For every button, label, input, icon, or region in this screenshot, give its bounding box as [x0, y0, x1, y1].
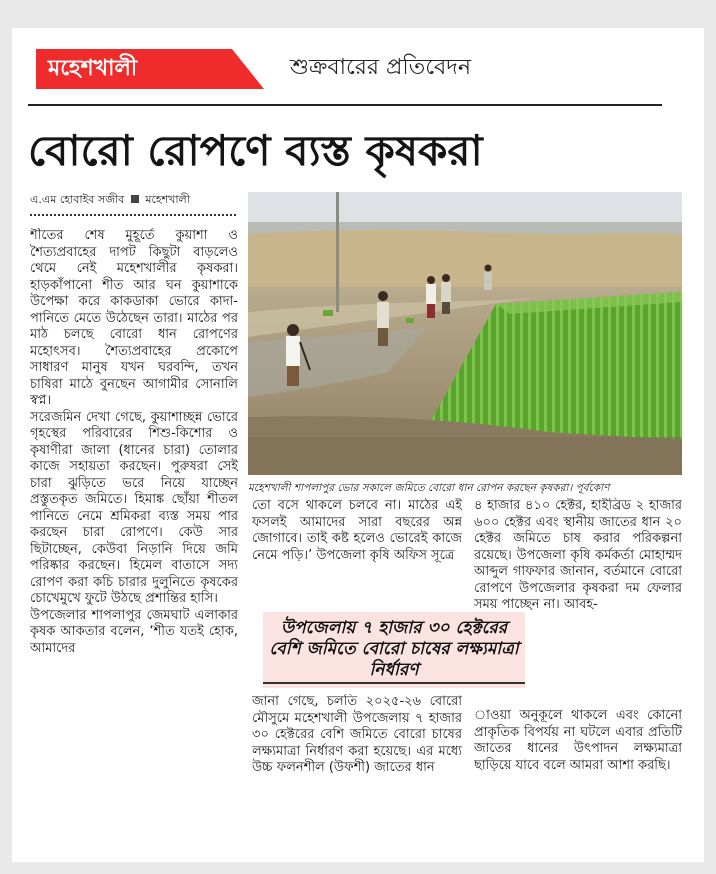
section-title: শুক্রবারের প্রতিবেদন [290, 55, 471, 80]
byline-author: এ.এম হোবাইব সজীব [30, 193, 125, 206]
byline-place: মহেশখালী [145, 193, 190, 206]
article-paragraph: তো বসে থাকলে চলবে না। মাঠের এই ফসলই আমাদের সারা বছরের অন্ন জোগাবে। তাই কষ্ট হলেও ভোরেই কাজে নেমে পড়ি।’ উপজেলা কৃষি অফিস সূত্রে [252, 498, 462, 563]
byline-divider [30, 214, 236, 216]
section-divider [28, 104, 662, 106]
photo-caption [248, 480, 682, 496]
article-paragraph: সরেজমিন দেখা গেছে, কুয়াশাচ্ছন্ন ভোরে গৃহস্থের পরিবারের শিশু-কিশোর ও কৃষাণীরা জালা (ধানের চারা) তোলার কাজে সহায়তা করছেন। পুরুষরা সেই চারা ঝুড়িতে ভরে নিয়ে যাচ্ছেন প্রস্তুতকৃত জমিতে। হিমাঙ্ক ছোঁয়া শীতল পানিতে নেমে শ্রমিকরা ব্যস্ত সময় পার করছেন চারা রোপণে। কেউ সার ছিটাচ্ছেন, কেউবা নিড়ানি দিয়ে জমি পরিষ্কার করছেন। হিমেল বাতাসে সদ্য রোপণ করা কচি চারার দুলুনিতে কৃষকের চোখেমুখে ফুটে উঠছে প্রশান্তির হাসি। [30, 409, 238, 606]
article-column-2-top [252, 498, 462, 610]
paddy-field-illustration [248, 192, 682, 475]
byline [30, 192, 236, 208]
article-column-3-bottom [474, 708, 682, 838]
location-tag-label: মহেশখালী [48, 56, 138, 81]
article-paragraph: উপজেলার শাপলাপুর জেমঘাট এলাকার কৃষক আকতার বলেন, ‘শীত যতই হোক, আমাদের [30, 607, 238, 656]
news-photo [248, 192, 682, 475]
article-column-1 [30, 228, 238, 838]
article-paragraph: াওয়া অনুকূলে থাকলে এবং কোনো প্রাকৃতিক বিপর্যয় না ঘটলে এবার প্রতিটি জাতের ধানের উৎপাদন লক্ষ্যমাত্রা ছাড়িয়ে যাবে বলে আমরা আশা করছি। [474, 708, 682, 773]
pull-quote-text: উপজেলায় ৭ হাজার ৩০ হেক্টরের বেশি জমিতে বোরো চাষের লক্ষ্যমাত্রা নির্ধারণ [269, 618, 519, 680]
article-paragraph: জানা গেছে, চলতি ২০২৫-২৬ বোরো মৌসুমে মহেশখালী উপজেলায় ৭ হাজার ৩০ হেক্টরের বেশি জমিতে বোরো চাষের লক্ষ্যমাত্রা নির্ধারণ করা হয়েছে। এর মধ্যে উচ্চ ফলনশীল (উফশী) জাতের ধান [252, 694, 462, 775]
photo-caption-text: মহেশখালী শাপলাপুর ভোর সকালে জমিতে বোরো ধান রোপন করছেন কৃষকরা। [248, 482, 573, 494]
article-paragraph: শীতের শেষ মুহূর্তে কুয়াশা ও শৈত্যপ্রবাহের দাপট কিছুটা বাড়লেও থেমে নেই মহেশখালীর কৃষকরা। হাড়কাঁপানো শীত আর ঘন কুয়াশাকে উপেক্ষা করে কাকডাকা ভোরে কাদা-পানিতে মেতে উঠেছেন তারা। মাঠের পর মাঠ চলছে বোরো ধান রোপণের মহোৎসব। শৈত্যপ্রবাহের প্রকোপে সাধারণ মানুষ যখন ঘরবন্দি, তখন চাষিরা মাঠে বুনছেন আগামীর সোনালি স্বপ্ন। [30, 228, 238, 408]
headline: বোরো রোপণে ব্যস্ত কৃষকরা [28, 126, 483, 175]
article-paragraph: ৪ হাজার ৪১০ হেক্টর, হাইব্রিড ২ হাজার ৬০০ হেক্টর এবং স্থানীয় জাতের ধান ২০ হেক্টর জমিতে চাষ করার পরিকল্পনা রয়েছে। উপজেলা কৃষি কর্মকর্তা মোহাম্মদ আব্দুল গাফফার জানান, বর্তমানে বোরো রোপণে উপজেলার কৃষকরা দম ফেলার সময় পাচ্ছেন না। আবহ- [474, 498, 682, 612]
photo-credit: পূর্বকোণ [575, 482, 610, 494]
location-tag [36, 49, 264, 89]
article-column-3-top [474, 498, 682, 702]
square-bullet-icon [131, 195, 139, 203]
article-column-2-bottom [252, 694, 462, 844]
